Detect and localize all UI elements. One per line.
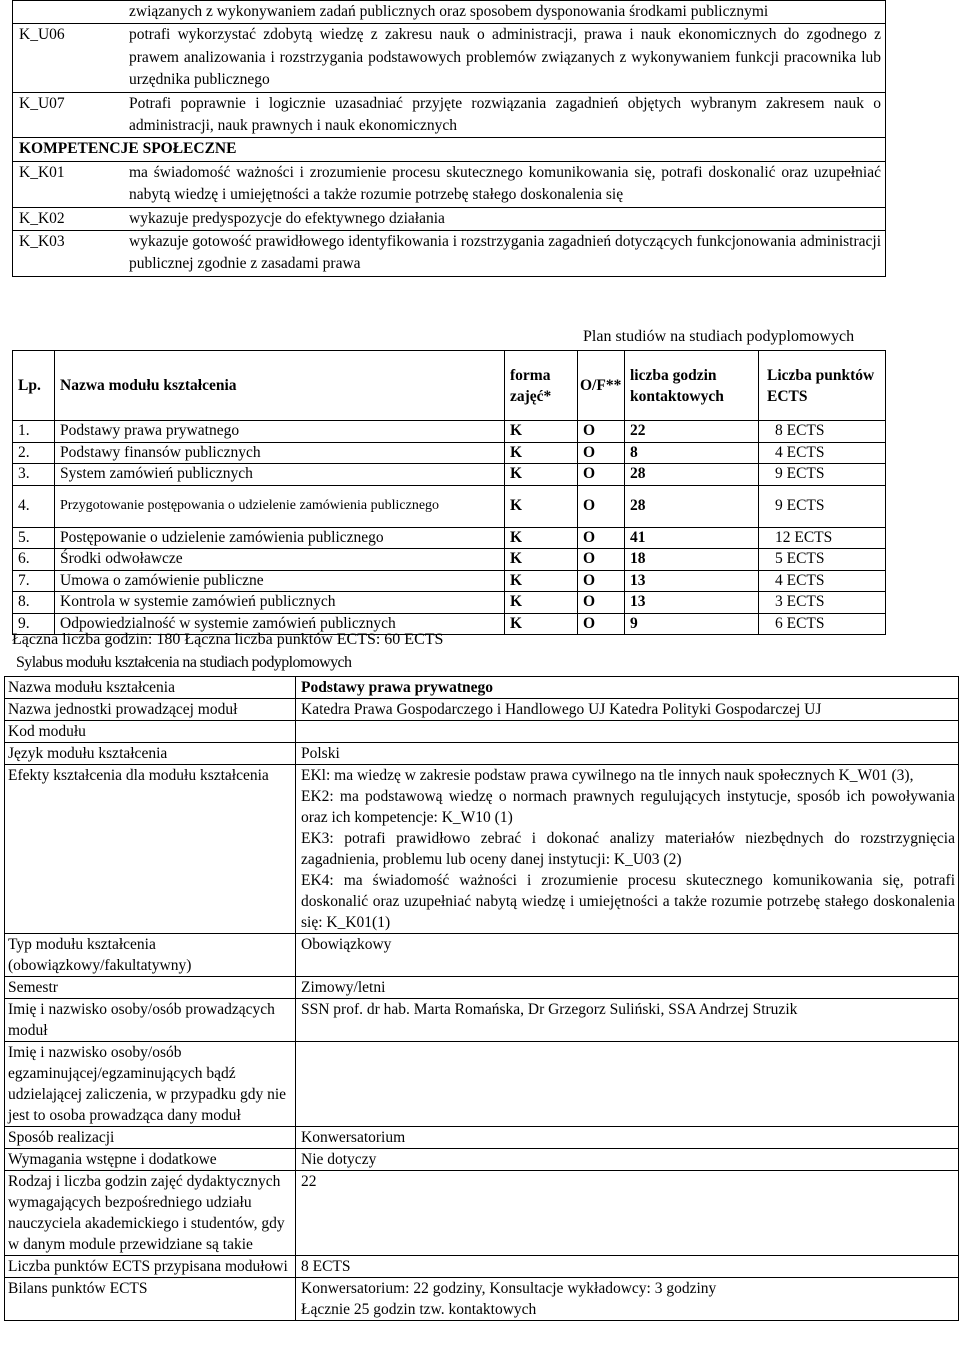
plan-forma: K bbox=[505, 592, 578, 614]
plan-lp: 7. bbox=[13, 570, 55, 592]
plan-module-name: System zamówień publicznych bbox=[55, 464, 505, 486]
syllabus-row bbox=[5, 1278, 959, 1300]
outcome-text: wykazuje predyspozycje do efektywnego działania bbox=[123, 207, 886, 230]
plan-ects: 5 ECTS bbox=[759, 549, 886, 571]
syllabus-row bbox=[5, 999, 959, 1042]
plan-of: O bbox=[578, 592, 625, 614]
plan-of: O bbox=[578, 421, 625, 443]
outcome-row bbox=[13, 161, 886, 207]
syllabus-row bbox=[5, 1149, 959, 1171]
plan-ects: 4 ECTS bbox=[759, 442, 886, 464]
syllabus-value: EK4: ma świadomość ważności i zrozumienie procesu skutecznego komunikowania się, potrafi doskonalić oraz uzupełniać nabytą wiedzę i umiejętności a także rozumie potrzebę stałego doskonalenia się: K_K01(1) bbox=[296, 870, 959, 934]
plan-hours: 13 bbox=[625, 592, 759, 614]
plan-forma: K bbox=[505, 442, 578, 464]
plan-ects: 8 ECTS bbox=[759, 421, 886, 443]
syllabus-key: Rodzaj i liczba godzin zajęć dydaktycznych wymagających bezpośredniego udziału nauczyciela akademickiego i studentów, gdy w danym module przewidziane są takie bbox=[5, 1171, 296, 1256]
plan-module-name: Postępowanie o udzielenie zamówienia publicznego bbox=[55, 527, 505, 549]
outcome-row bbox=[13, 92, 886, 138]
plan-forma: K bbox=[505, 613, 578, 635]
syllabus-key: Bilans punktów ECTS bbox=[5, 1278, 296, 1321]
outcome-text: związanych z wykonywaniem zadań publicznych oraz sposobem dysponowania środkami publicznymi bbox=[123, 1, 886, 24]
plan-hours: 8 bbox=[625, 442, 759, 464]
plan-header-row bbox=[13, 351, 886, 421]
syllabus-key: Język modułu kształcenia bbox=[5, 743, 296, 765]
plan-of: O bbox=[578, 549, 625, 571]
syllabus-value: Konwersatorium bbox=[296, 1127, 959, 1149]
plan-lp: 8. bbox=[13, 592, 55, 614]
plan-ects: 12 ECTS bbox=[759, 527, 886, 549]
syllabus-value bbox=[296, 1042, 959, 1127]
plan-module-name: Środki odwoławcze bbox=[55, 549, 505, 571]
syllabus-title: Sylabus modułu kształcenia na studiach podyplomowych bbox=[16, 654, 352, 671]
plan-hours: 18 bbox=[625, 549, 759, 571]
plan-row bbox=[13, 485, 886, 527]
syllabus-row bbox=[5, 1127, 959, 1149]
syllabus-value: EK3: potrafi prawidłowo zebrać i dokonać analizy materiałów niezbędnych do rozstrzygnięcia zagadnienia, problemu lub oceny danej instytucji: K_U03 (2) bbox=[296, 828, 959, 870]
header-forma: forma zajęć* bbox=[505, 351, 578, 421]
syllabus-row bbox=[5, 977, 959, 999]
plan-forma: K bbox=[505, 549, 578, 571]
outcome-row bbox=[13, 24, 886, 92]
plan-row bbox=[13, 464, 886, 486]
outcome-code: K_K03 bbox=[13, 231, 124, 277]
plan-of: O bbox=[578, 570, 625, 592]
outcome-code: K_K02 bbox=[13, 207, 124, 230]
syllabus-value: Konwersatorium: 22 godziny, Konsultacje wykładowcy: 3 godziny bbox=[296, 1278, 959, 1300]
syllabus-value: Zimowy/letni bbox=[296, 977, 959, 999]
outcome-code: K_U06 bbox=[13, 24, 124, 92]
plan-module-name: Podstawy prawa prywatnego bbox=[55, 421, 505, 443]
plan-of: O bbox=[578, 613, 625, 635]
syllabus-key: Kod modułu bbox=[5, 721, 296, 743]
syllabus-value: 22 bbox=[296, 1171, 959, 1256]
header-of: O/F** bbox=[578, 351, 625, 421]
plan-ects: 9 ECTS bbox=[759, 485, 886, 527]
plan-of: O bbox=[578, 464, 625, 486]
plan-module-name: Odpowiedzialność w systemie zamówień publicznych bbox=[55, 613, 505, 635]
header-lp: Lp. bbox=[13, 351, 55, 421]
plan-lp: 6. bbox=[13, 549, 55, 571]
plan-hours: 22 bbox=[625, 421, 759, 443]
outcome-text: wykazuje gotowość prawidłowego identyfikowania i rozstrzygania zagadnień dotyczących funkcjonowania administracji publicznej zgodnie z zasadami prawa bbox=[123, 231, 886, 277]
plan-forma: K bbox=[505, 421, 578, 443]
plan-forma: K bbox=[505, 527, 578, 549]
outcome-code bbox=[13, 1, 124, 24]
plan-module-name: Kontrola w systemie zamówień publicznych bbox=[55, 592, 505, 614]
outcome-code: K_K01 bbox=[13, 161, 124, 207]
syllabus-row bbox=[5, 721, 959, 743]
outcome-row bbox=[13, 1, 886, 24]
plan-summary: Łączna liczba godzin: 180 Łączna liczba punktów ECTS: 60 ECTS bbox=[12, 631, 444, 648]
outcome-row bbox=[13, 207, 886, 230]
syllabus-key: Nazwa jednostki prowadzącej moduł bbox=[5, 699, 296, 721]
section-row bbox=[13, 138, 886, 161]
syllabus-row bbox=[5, 1256, 959, 1278]
syllabus-value: Łącznie 25 godzin tzw. kontaktowych bbox=[296, 1299, 959, 1321]
outcome-row bbox=[13, 231, 886, 277]
syllabus-key: Wymagania wstępne i dodatkowe bbox=[5, 1149, 296, 1171]
study-plan-table bbox=[12, 350, 886, 635]
plan-module-name: Umowa o zamówienie publiczne bbox=[55, 570, 505, 592]
syllabus-value: Nie dotyczy bbox=[296, 1149, 959, 1171]
plan-row bbox=[13, 442, 886, 464]
syllabus-value: Obowiązkowy bbox=[296, 934, 959, 977]
plan-lp: 2. bbox=[13, 442, 55, 464]
syllabus-key: Imię i nazwisko osoby/osób egzaminującej/egzaminujących bądź udzielającej zaliczenia, w przypadku gdy nie jest to osoba prowadząca dany moduł bbox=[5, 1042, 296, 1127]
syllabus-key: Semestr bbox=[5, 977, 296, 999]
syllabus-value: SSN prof. dr hab. Marta Romańska, Dr Grzegorz Suliński, SSA Andrzej Struzik bbox=[296, 999, 959, 1042]
syllabus-key: Typ modułu kształcenia (obowiązkowy/fakultatywny) bbox=[5, 934, 296, 977]
syllabus-row bbox=[5, 765, 959, 787]
plan-forma: K bbox=[505, 570, 578, 592]
plan-row bbox=[13, 549, 886, 571]
outcome-text: Potrafi poprawnie i logicznie uzasadniać przyjęte rozwiązania zagadnień objętych wybranym zakresem nauk o administracji, nauk prawnych i nauk ekonomicznych bbox=[123, 92, 886, 138]
plan-lp: 4. bbox=[13, 485, 55, 527]
syllabus-value: Polski bbox=[296, 743, 959, 765]
syllabus-value: Podstawy prawa prywatnego bbox=[296, 677, 959, 699]
plan-hours: 28 bbox=[625, 464, 759, 486]
syllabus-value: EK2: ma podstawową wiedzę o normach prawnych regulujących instytucje, sposób ich powoływania oraz ich kompetencje: K_W10 (1) bbox=[296, 786, 959, 828]
learning-outcomes-table bbox=[12, 0, 886, 277]
plan-lp: 5. bbox=[13, 527, 55, 549]
plan-lp: 1. bbox=[13, 421, 55, 443]
header-ects: Liczba punktów ECTS bbox=[759, 351, 886, 421]
syllabus-row bbox=[5, 743, 959, 765]
syllabus-key: Efekty kształcenia dla modułu kształcenia bbox=[5, 765, 296, 934]
syllabus-key: Imię i nazwisko osoby/osób prowadzących moduł bbox=[5, 999, 296, 1042]
header-hours: liczba godzin kontaktowych bbox=[625, 351, 759, 421]
plan-of: O bbox=[578, 485, 625, 527]
section-title: KOMPETENCJE SPOŁECZNE bbox=[13, 138, 886, 161]
syllabus-value: EKl: ma wiedzę w zakresie podstaw prawa cywilnego na tle innych nauk społecznych K_W01 (3), bbox=[296, 765, 959, 787]
syllabus-key: Liczba punktów ECTS przypisana modułowi bbox=[5, 1256, 296, 1278]
plan-hours: 13 bbox=[625, 570, 759, 592]
syllabus-row bbox=[5, 699, 959, 721]
plan-ects: 6 ECTS bbox=[759, 613, 886, 635]
plan-module-name: Przygotowanie postępowania o udzielenie zamówienia publicznego bbox=[55, 485, 505, 527]
syllabus-value: Katedra Prawa Gospodarczego i Handlowego UJ Katedra Polityki Gospodarczej UJ bbox=[296, 699, 959, 721]
plan-hours: 41 bbox=[625, 527, 759, 549]
syllabus-table bbox=[4, 676, 959, 1321]
plan-of: O bbox=[578, 527, 625, 549]
outcome-code: K_U07 bbox=[13, 92, 124, 138]
plan-title: Plan studiów na studiach podyplomowych bbox=[583, 328, 855, 345]
syllabus-key: Nazwa modułu kształcenia bbox=[5, 677, 296, 699]
plan-forma: K bbox=[505, 464, 578, 486]
plan-hours: 28 bbox=[625, 485, 759, 527]
syllabus-key: Sposób realizacji bbox=[5, 1127, 296, 1149]
plan-module-name: Podstawy finansów publicznych bbox=[55, 442, 505, 464]
plan-forma: K bbox=[505, 485, 578, 527]
plan-lp: 3. bbox=[13, 464, 55, 486]
outcome-text: ma świadomość ważności i zrozumienie procesu skutecznego komunikowania się, potrafi doskonalić oraz uzupełniać nabytą wiedzę i umiejętności a także rozumie potrzebę stałego doskonalenia się bbox=[123, 161, 886, 207]
syllabus-row bbox=[5, 1171, 959, 1256]
plan-of: O bbox=[578, 442, 625, 464]
plan-lp: 9. bbox=[13, 613, 55, 635]
plan-hours: 9 bbox=[625, 613, 759, 635]
syllabus-row bbox=[5, 1042, 959, 1127]
plan-ects: 3 ECTS bbox=[759, 592, 886, 614]
syllabus-value bbox=[296, 721, 959, 743]
plan-row bbox=[13, 421, 886, 443]
plan-ects: 9 ECTS bbox=[759, 464, 886, 486]
syllabus-row bbox=[5, 934, 959, 977]
plan-row bbox=[13, 592, 886, 614]
plan-row bbox=[13, 527, 886, 549]
syllabus-value: 8 ECTS bbox=[296, 1256, 959, 1278]
plan-row bbox=[13, 570, 886, 592]
syllabus-row bbox=[5, 677, 959, 699]
outcome-text: potrafi wykorzystać zdobytą wiedzę z zakresu nauk o administracji, prawa i nauk ekonomicznych do zgodnego z prawem analizowania i rozstrzygania podstawowych problemów związanych z wykonywaniem funkcji pracownika lub urzędnika publicznego bbox=[123, 24, 886, 92]
header-name: Nazwa modułu kształcenia bbox=[55, 351, 505, 421]
plan-ects: 4 ECTS bbox=[759, 570, 886, 592]
